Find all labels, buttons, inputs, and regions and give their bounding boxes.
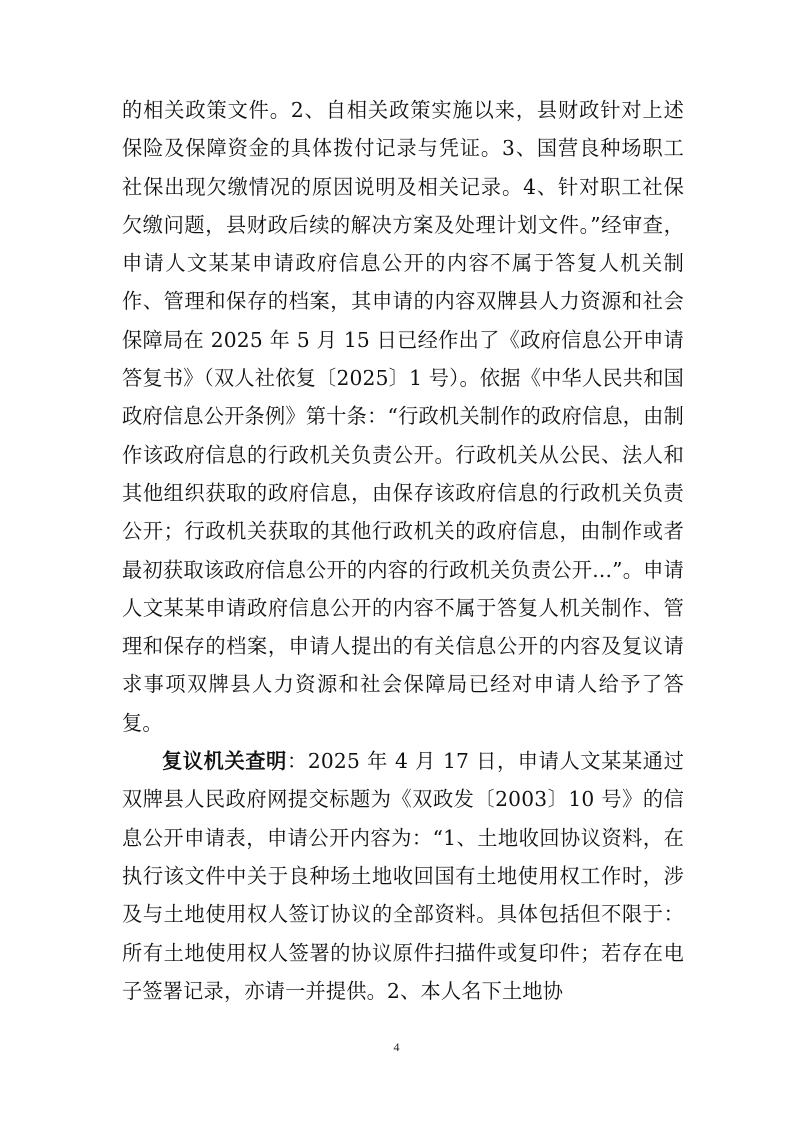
paragraph-text: ：2025 年 4 月 17 日，申请人文某某通过双牌县人民政府网提交标题为《双政发〔2003〕10 号》的信息公开申请表，申请公开内容为：“1、土地收回协议资料，在执行该文件中关于良种场土地收回国有土地使用权工作时，涉及与土地使用权人签订协议的全部资料。具体包括但不限于：所有土地使用权人签署的协议原件扫描件或复印件；若存在电子签署记录，亦请一并提供。2、本人名下土地协 (122, 749, 684, 1003)
paragraph-continuation (122, 91, 684, 742)
paragraph-findings (122, 742, 684, 1010)
paragraph-text: 的相关政策文件。2、自相关政策实施以来，县财政针对上述保险及保障资金的具体拨付记录与凭证。3、国营良种场职工社保出现欠缴情况的原因说明及相关记录。4、针对职工社保欠缴问题，县财政后续的解决方案及处理计划文件。”经审查，申请人文某某申请政府信息公开的内容不属于答复人机关制作、管理和保存的档案，其申请的内容双牌县人力资源和社会保障局在 2025 年 5 月 15 日已经作出了《政府信息公开申请答复书》（双人社依复〔2025〕1 号）。依据《中华人民共和国政府信息公开条例》第十条：“行政机关制作的政府信息，由制作该政府信息的行政机关负责公开。行政机关从公民、法人和其他组织获取的政府信息，由保存该政府信息的行政机关负责公开；行政机关获取的其他行政机关的政府信息，由制作或者最初获取该政府信息公开的内容的行政机关负责公开...”。申请人文某某申请政府信息公开的内容不属于答复人机关制作、管理和保存的档案，申请人提出的有关信息公开的内容及复议请求事项双牌县人力资源和社会保障局已经对申请人给予了答复。 (122, 98, 684, 735)
document-body (122, 91, 684, 1010)
page-number: 4 (393, 1040, 400, 1054)
paragraph-lead-heading: 复议机关查明 (162, 749, 287, 774)
